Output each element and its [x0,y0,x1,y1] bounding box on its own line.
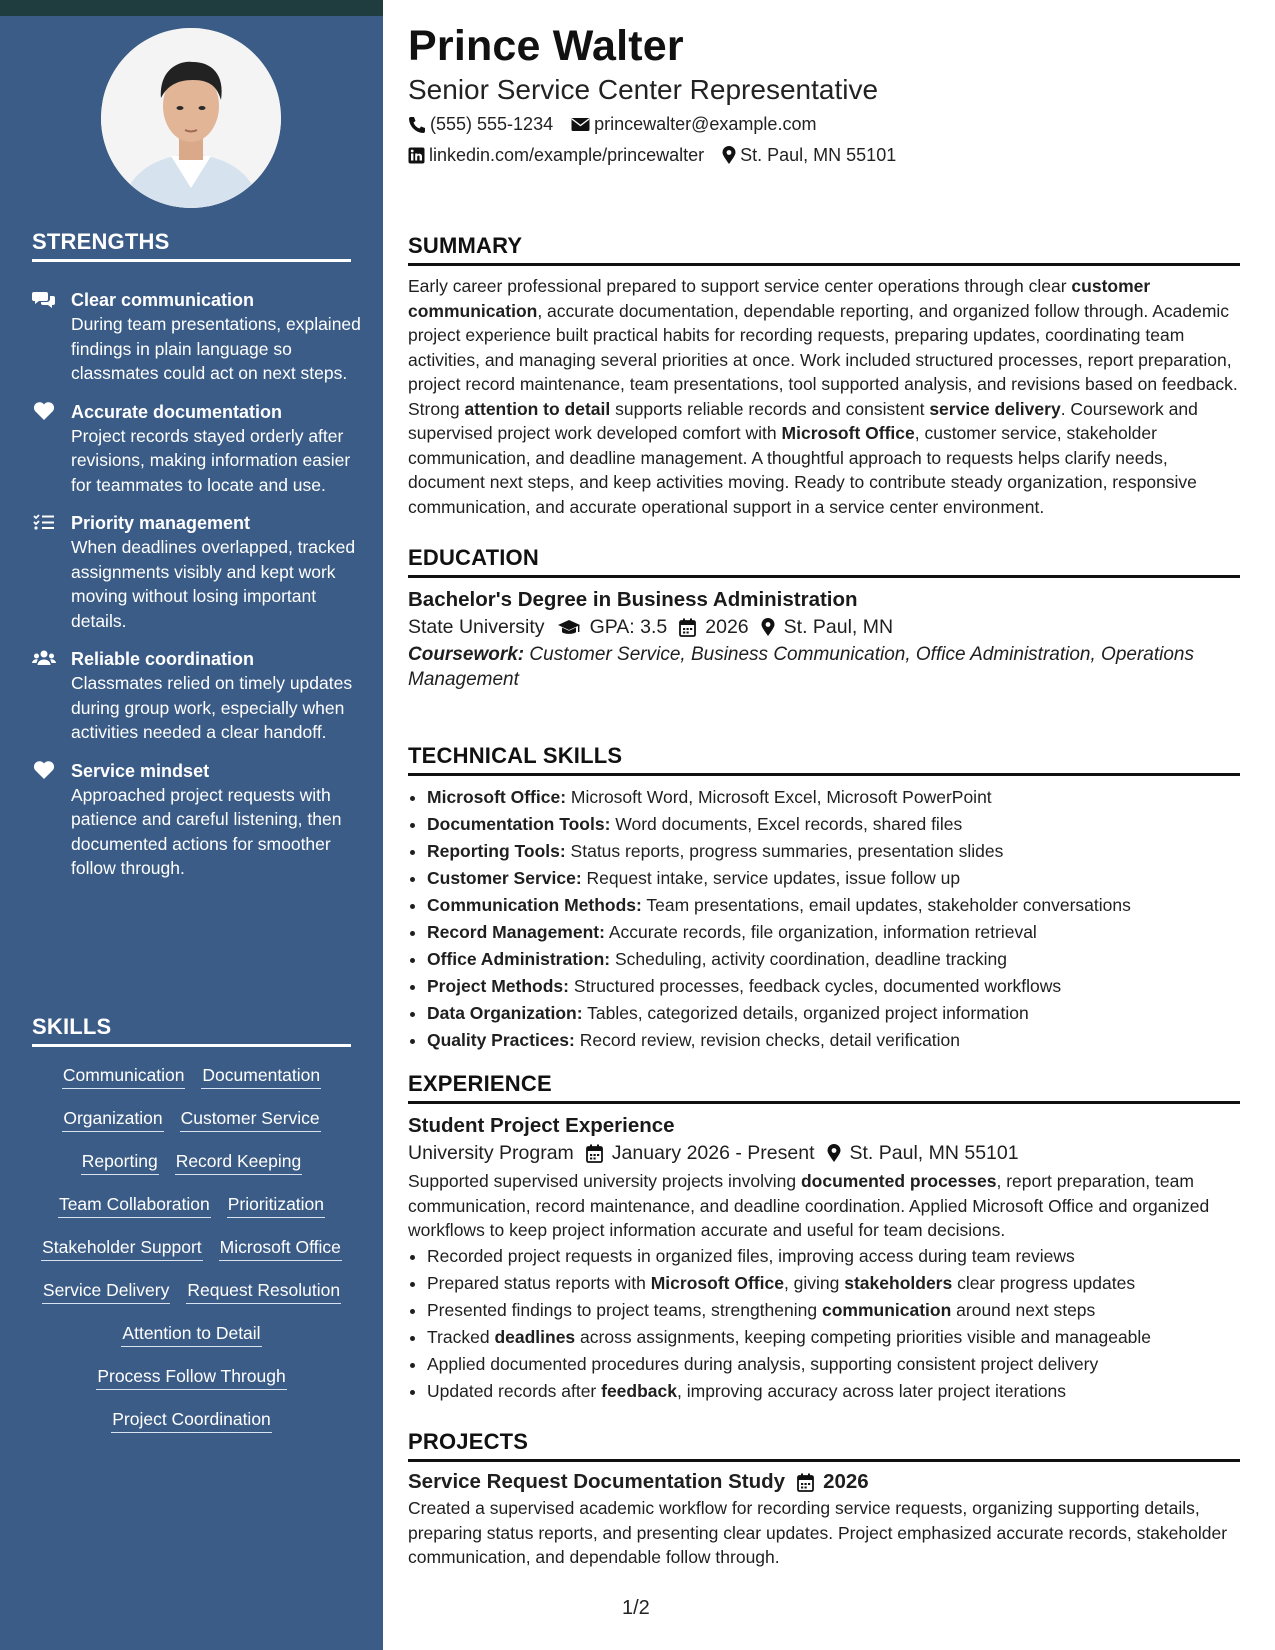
technical-skills-list [408,784,1240,1054]
map-pin-icon [827,1144,841,1163]
project-title [408,1470,785,1494]
coursework-text: Customer Service, Business Communication, Office Administration, Operations Management [408,644,1194,690]
year-text: 2026 [705,616,749,638]
tech-skill-label: Customer Service: [427,868,582,888]
coursework-label: Coursework: [408,644,525,665]
strength-desc: During team presentations, explained findings in plain language so classmates could act on next steps. [71,314,361,383]
location-text: St. Paul, MN 55101 [740,145,897,165]
text-run: Prepared status reports with [427,1272,651,1293]
text-run: supports reliable records and consistent [610,398,930,419]
list-item [427,946,1240,973]
calendar-icon [586,1144,603,1163]
list-item [427,973,1240,1000]
tech-skill-text: Structured processes, feedback cycles, documented workflows [568,976,1062,996]
strengths-list [32,288,362,895]
bold-text: service delivery [929,398,1061,419]
gpa-text: GPA: 3.5 [589,616,668,638]
tech-skill-text: Word documents, Excel records, shared files [610,814,963,834]
text-run: clear progress updates [952,1272,1136,1293]
list-item [427,1000,1240,1027]
bold-text: stakeholders [844,1272,953,1293]
bold-text: customer communication [408,276,1151,321]
text-run: Supported supervised university projects involving [408,1171,801,1191]
bold-text: deadlines [494,1326,576,1347]
contact-row [408,114,834,135]
text-run: , accurate documentation, dependable reporting, and organized follow through. Academic project experience built practical habits for recording requests, preparing updates, coordinating team activities, and managing several priorities at once. Work included structured processes, report preparation, project record maintenance, team presentations, tool supported analysis, and revisions based on feedback. Strong [408,300,1238,419]
project-year-text: 2026 [823,1470,869,1493]
candidate-name: Prince Walter [408,22,684,70]
skills-heading: SKILLS [32,1014,351,1047]
tech-skill-label: Office Administration: [427,949,611,969]
text-run: , customer service, stakeholder communication, and deadline management. A thoughtful approach to requests helps clarify needs, document next steps, and keep activities moving. Ready to contribute steady organization, responsive communication, and accurate operational support in a service center environment. [408,423,1197,517]
sidebar [0,16,383,1650]
tech-skill-label: Documentation Tools: [427,814,611,834]
education-section [408,545,1240,692]
gpa [557,616,668,639]
calendar-icon [797,1473,814,1492]
strength-item [32,288,362,386]
strength-item [32,759,362,881]
skill-chip: Attention to Detail [121,1322,261,1347]
tech-skill-label: Microsoft Office: [427,787,567,807]
list-item [427,1351,1240,1378]
map-pin-icon [722,146,736,165]
bold-text: attention to detail [464,398,611,419]
tech-skill-label: Data Organization: [427,1003,583,1023]
page-number: 1/2 [622,1597,650,1619]
bold-text: Microsoft Office [781,423,915,443]
role-location [827,1142,1019,1165]
bold-text: feedback [601,1380,677,1401]
profile-photo [101,28,281,208]
heart-icon [32,760,56,780]
candidate-title: Senior Service Center Representative [408,74,879,105]
experience-heading: EXPERIENCE [408,1071,1240,1104]
contact-email[interactable] [571,114,816,135]
tech-skill-text: Scheduling, activity coordination, deadline tracking [610,949,1008,969]
text-run: Early career professional prepared to support service center operations through clear [408,276,1072,296]
strength-desc: Approached project requests with patience and careful listening, then documented actions for smoother follow through. [71,784,342,878]
skill-chip: Team Collaboration [58,1193,211,1218]
projects-heading: PROJECTS [408,1429,1240,1462]
heart-icon [32,401,56,421]
project-title-text: Service Request Documentation Study [408,1470,786,1493]
projects-section [408,1429,1240,1570]
list-item [427,892,1240,919]
text-run: . Coursework and supervised project work developed comfort with [408,398,1198,443]
list-item [427,1324,1240,1351]
project-desc: Created a supervised academic workflow for recording service requests, organizing supporting details, preparing status reports, and presenting clear updates. Project emphasized accurate records, stakeholder communication, and dependable follow through. [408,1498,1228,1567]
strength-desc: Project records stayed orderly after revisions, making information easier for teammates to locate and use. [71,425,351,495]
text-run: , report preparation, team communication, record maintenance, and deadline coordination. Applied Microsoft Office and organized workflows to keep project information accurate and useful for team decisions. [408,1171,1210,1240]
tech-skill-label: Record Management: [427,922,605,942]
tech-skill-text: Accurate records, file organization, information retrieval [604,922,1037,942]
school-location [761,616,893,639]
technical-skills-heading: TECHNICAL SKILLS [408,743,1240,776]
skills-list [32,1064,351,1433]
text-run: , improving accuracy across later project iterations [677,1380,1067,1401]
bold-text: Microsoft Office [650,1272,784,1293]
project-year [797,1470,869,1494]
technical-skills-section [408,743,1240,1054]
skill-chip: Service Delivery [42,1279,170,1304]
tech-skill-text: Request intake, service updates, issue follow up [581,868,961,888]
strength-title: Reliable coordination [71,649,255,669]
contact-location [722,145,896,166]
list-item [427,811,1240,838]
list-item [427,1027,1240,1054]
experience-bullets [408,1243,1240,1405]
education-meta [408,616,1240,639]
graduation-cap-icon [557,619,581,637]
strength-title: Service mindset [71,760,210,781]
strength-desc: Classmates relied on timely updates during group work, especially when activities needed a clear handoff. [71,673,353,742]
map-pin-icon [761,618,775,637]
coursework [408,643,1240,692]
text-run: around next steps [951,1299,1096,1320]
list-item [427,1297,1240,1324]
org-text: University Program [408,1142,574,1164]
phone-icon [408,116,426,134]
top-accent-bar [0,0,383,16]
list-item [427,1378,1240,1405]
strength-item [32,511,362,633]
phone-text: (555) 555-1234 [430,114,554,134]
skill-chip: Customer Service [180,1107,321,1132]
tech-skill-text: Record review, revision checks, detail verification [574,1030,961,1050]
role-title: Student Project Experience [408,1114,675,1137]
tech-skill-label: Communication Methods: [427,895,642,915]
skill-chip: Prioritization [227,1193,325,1218]
list-item [427,865,1240,892]
school-name [408,616,545,639]
summary-text [408,274,1240,519]
bold-text: communication [821,1299,952,1320]
list-item [427,1243,1240,1270]
envelope-icon [571,117,590,132]
school-location-text: St. Paul, MN [783,616,894,638]
skill-chip: Microsoft Office [219,1236,342,1261]
project-title-row [408,1470,1240,1494]
org-name [408,1142,574,1165]
task-list-icon [32,512,56,532]
degree-title: Bachelor's Degree in Business Administration [408,588,858,611]
strength-title: Accurate documentation [71,401,283,422]
skill-chip: Reporting [81,1150,159,1175]
strengths-heading: STRENGTHS [32,229,351,262]
text-run: Tracked [427,1326,495,1347]
strength-desc: When deadlines overlapped, tracked assignments visibly and kept work moving without losing important details. [71,537,356,631]
email-text[interactable]: princewalter@example.com [594,114,817,134]
summary-section [408,233,1240,519]
contact-row-2 [408,145,914,166]
text-run: across assignments, keeping competing priorities visible and manageable [575,1326,1152,1347]
skill-chip: Communication [62,1064,186,1089]
tech-skill-label: Project Methods: [427,976,569,996]
skill-chip: Documentation [201,1064,321,1089]
skill-chip: Process Follow Through [96,1365,286,1390]
grad-year [679,616,748,639]
strength-item [32,647,362,745]
strength-title: Clear communication [71,290,255,310]
tech-skill-text: Microsoft Word, Microsoft Excel, Microsoft PowerPoint [566,787,992,807]
strength-title: Priority management [71,513,251,533]
school-text: State University [408,616,545,638]
contact-linkedin[interactable] [408,145,704,166]
strength-item [32,400,362,498]
list-item [427,1270,1240,1297]
tech-skill-label: Quality Practices: [427,1030,575,1050]
skill-chip: Request Resolution [186,1279,341,1304]
linkedin-icon [408,147,425,164]
list-item [427,784,1240,811]
text-run: Updated records after [427,1380,602,1401]
tech-skill-label: Reporting Tools: [427,841,566,861]
text-run: Recorded project requests in organized files, improving access during team reviews [427,1245,1075,1266]
bold-text: documented processes [800,1171,997,1191]
tech-skill-text: Tables, categorized details, organized project information [582,1003,1029,1023]
text-run: Applied documented procedures during analysis, supporting consistent project delivery [427,1353,1099,1374]
experience-meta [408,1142,1240,1165]
skill-chip: Stakeholder Support [41,1236,203,1261]
experience-intro [408,1169,1240,1243]
experience-section [408,1071,1240,1405]
role-location-text: St. Paul, MN 55101 [849,1142,1019,1164]
skill-chip: Organization [62,1107,163,1132]
tech-skill-text: Status reports, progress summaries, presentation slides [565,841,1004,861]
dates-text: January 2026 - Present [611,1142,815,1164]
tech-skill-text: Team presentations, email updates, stakeholder conversations [641,895,1131,915]
list-item [427,838,1240,865]
text-run: Presented findings to project teams, strengthening [427,1299,822,1320]
list-item [427,919,1240,946]
users-icon [32,648,56,668]
skill-chip: Record Keeping [175,1150,303,1175]
text-run: , giving [783,1272,845,1293]
summary-heading: SUMMARY [408,233,1240,266]
skill-chip: Project Coordination [111,1408,272,1433]
comments-icon [32,289,56,309]
education-heading: EDUCATION [408,545,1240,578]
linkedin-text[interactable]: linkedin.com/example/princewalter [429,145,705,165]
role-dates [586,1142,815,1165]
contact-phone [408,114,553,135]
calendar-icon [679,618,696,637]
